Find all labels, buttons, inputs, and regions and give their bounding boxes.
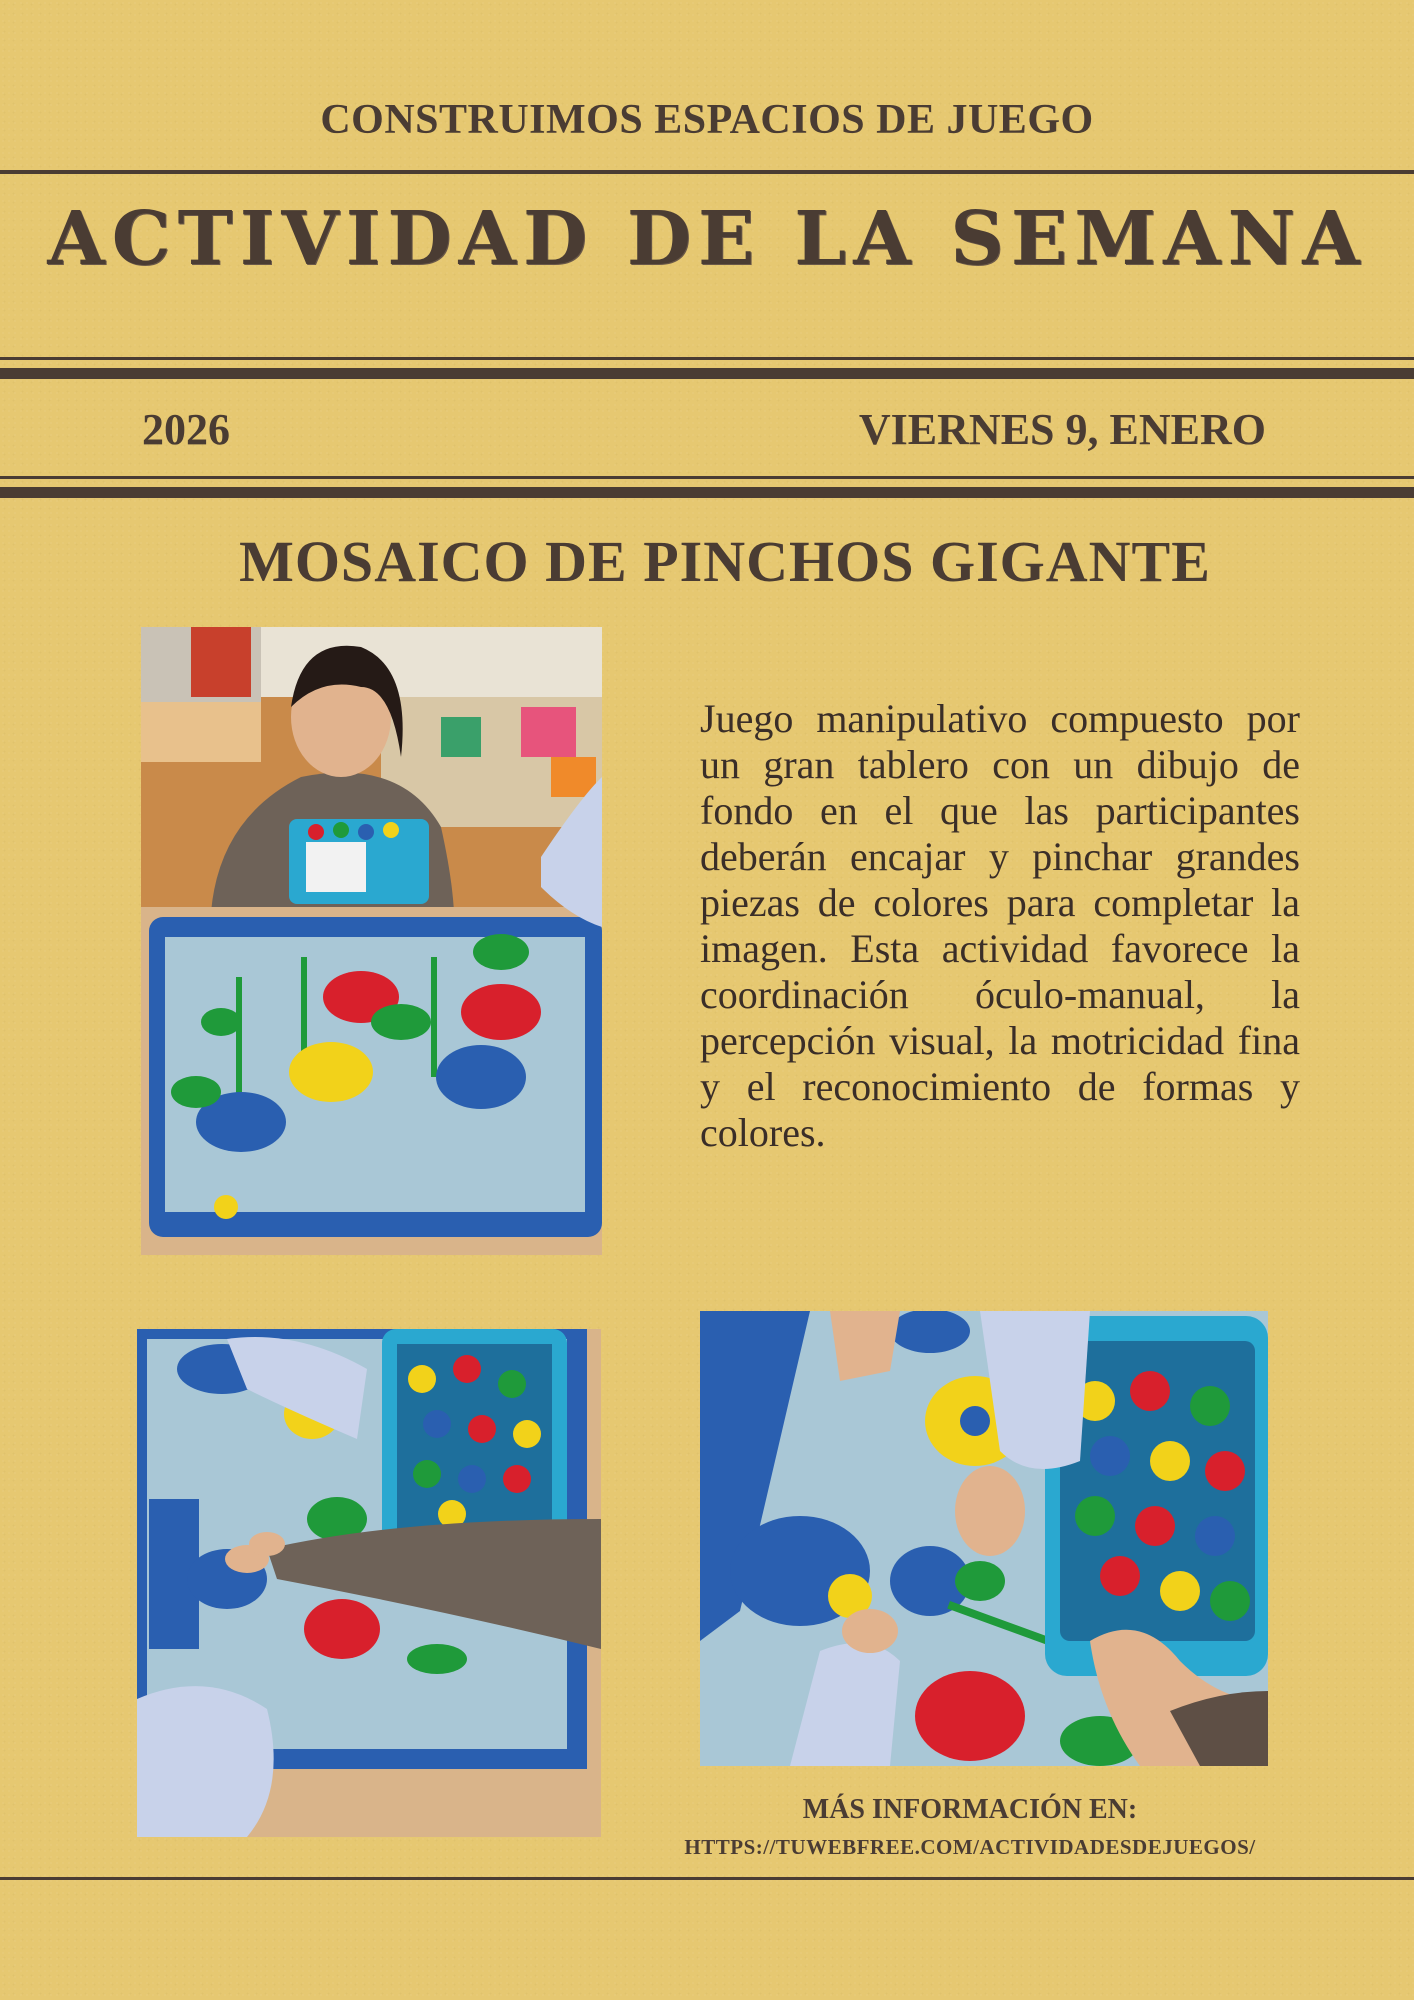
more-info-url[interactable]: HTTPS://TUWEBFREE.COM/ACTIVIDADESDEJUEGOS/ bbox=[684, 1835, 1256, 1859]
photo-hands-closeup bbox=[700, 1311, 1268, 1766]
dateline-rule-thin bbox=[0, 476, 1414, 479]
photo-teacher-with-board bbox=[141, 627, 602, 1255]
article-headline: MOSAICO DE PINCHOS GIGANTE bbox=[239, 529, 1211, 594]
issue-year: 2026 bbox=[142, 405, 230, 454]
photo-children-with-box bbox=[137, 1329, 601, 1837]
top-rule bbox=[0, 170, 1414, 174]
masthead-rule-thick bbox=[0, 368, 1414, 379]
article-body: Juego manipulativo compuesto por un gran tablero con un dibujo de fondo en el que las participantes deberán encajar y pinchar grandes piezas de colores para completar la imagen. Esta actividad favorece la coordinación óculo-manual, la percepción visual, la motricidad fina y el reconocimiento de formas y colores. bbox=[700, 696, 1300, 1155]
footer-rule bbox=[0, 1877, 1414, 1880]
masthead-title: ACTIVIDAD DE LA SEMANA bbox=[47, 196, 1367, 282]
dateline-rule-thick bbox=[0, 487, 1414, 498]
kicker: CONSTRUIMOS ESPACIOS DE JUEGO bbox=[320, 97, 1094, 143]
masthead-rule-thin bbox=[0, 357, 1414, 360]
more-info-label: MÁS INFORMACIÓN EN: bbox=[802, 1794, 1138, 1825]
issue-date: VIERNES 9, ENERO bbox=[858, 405, 1266, 454]
